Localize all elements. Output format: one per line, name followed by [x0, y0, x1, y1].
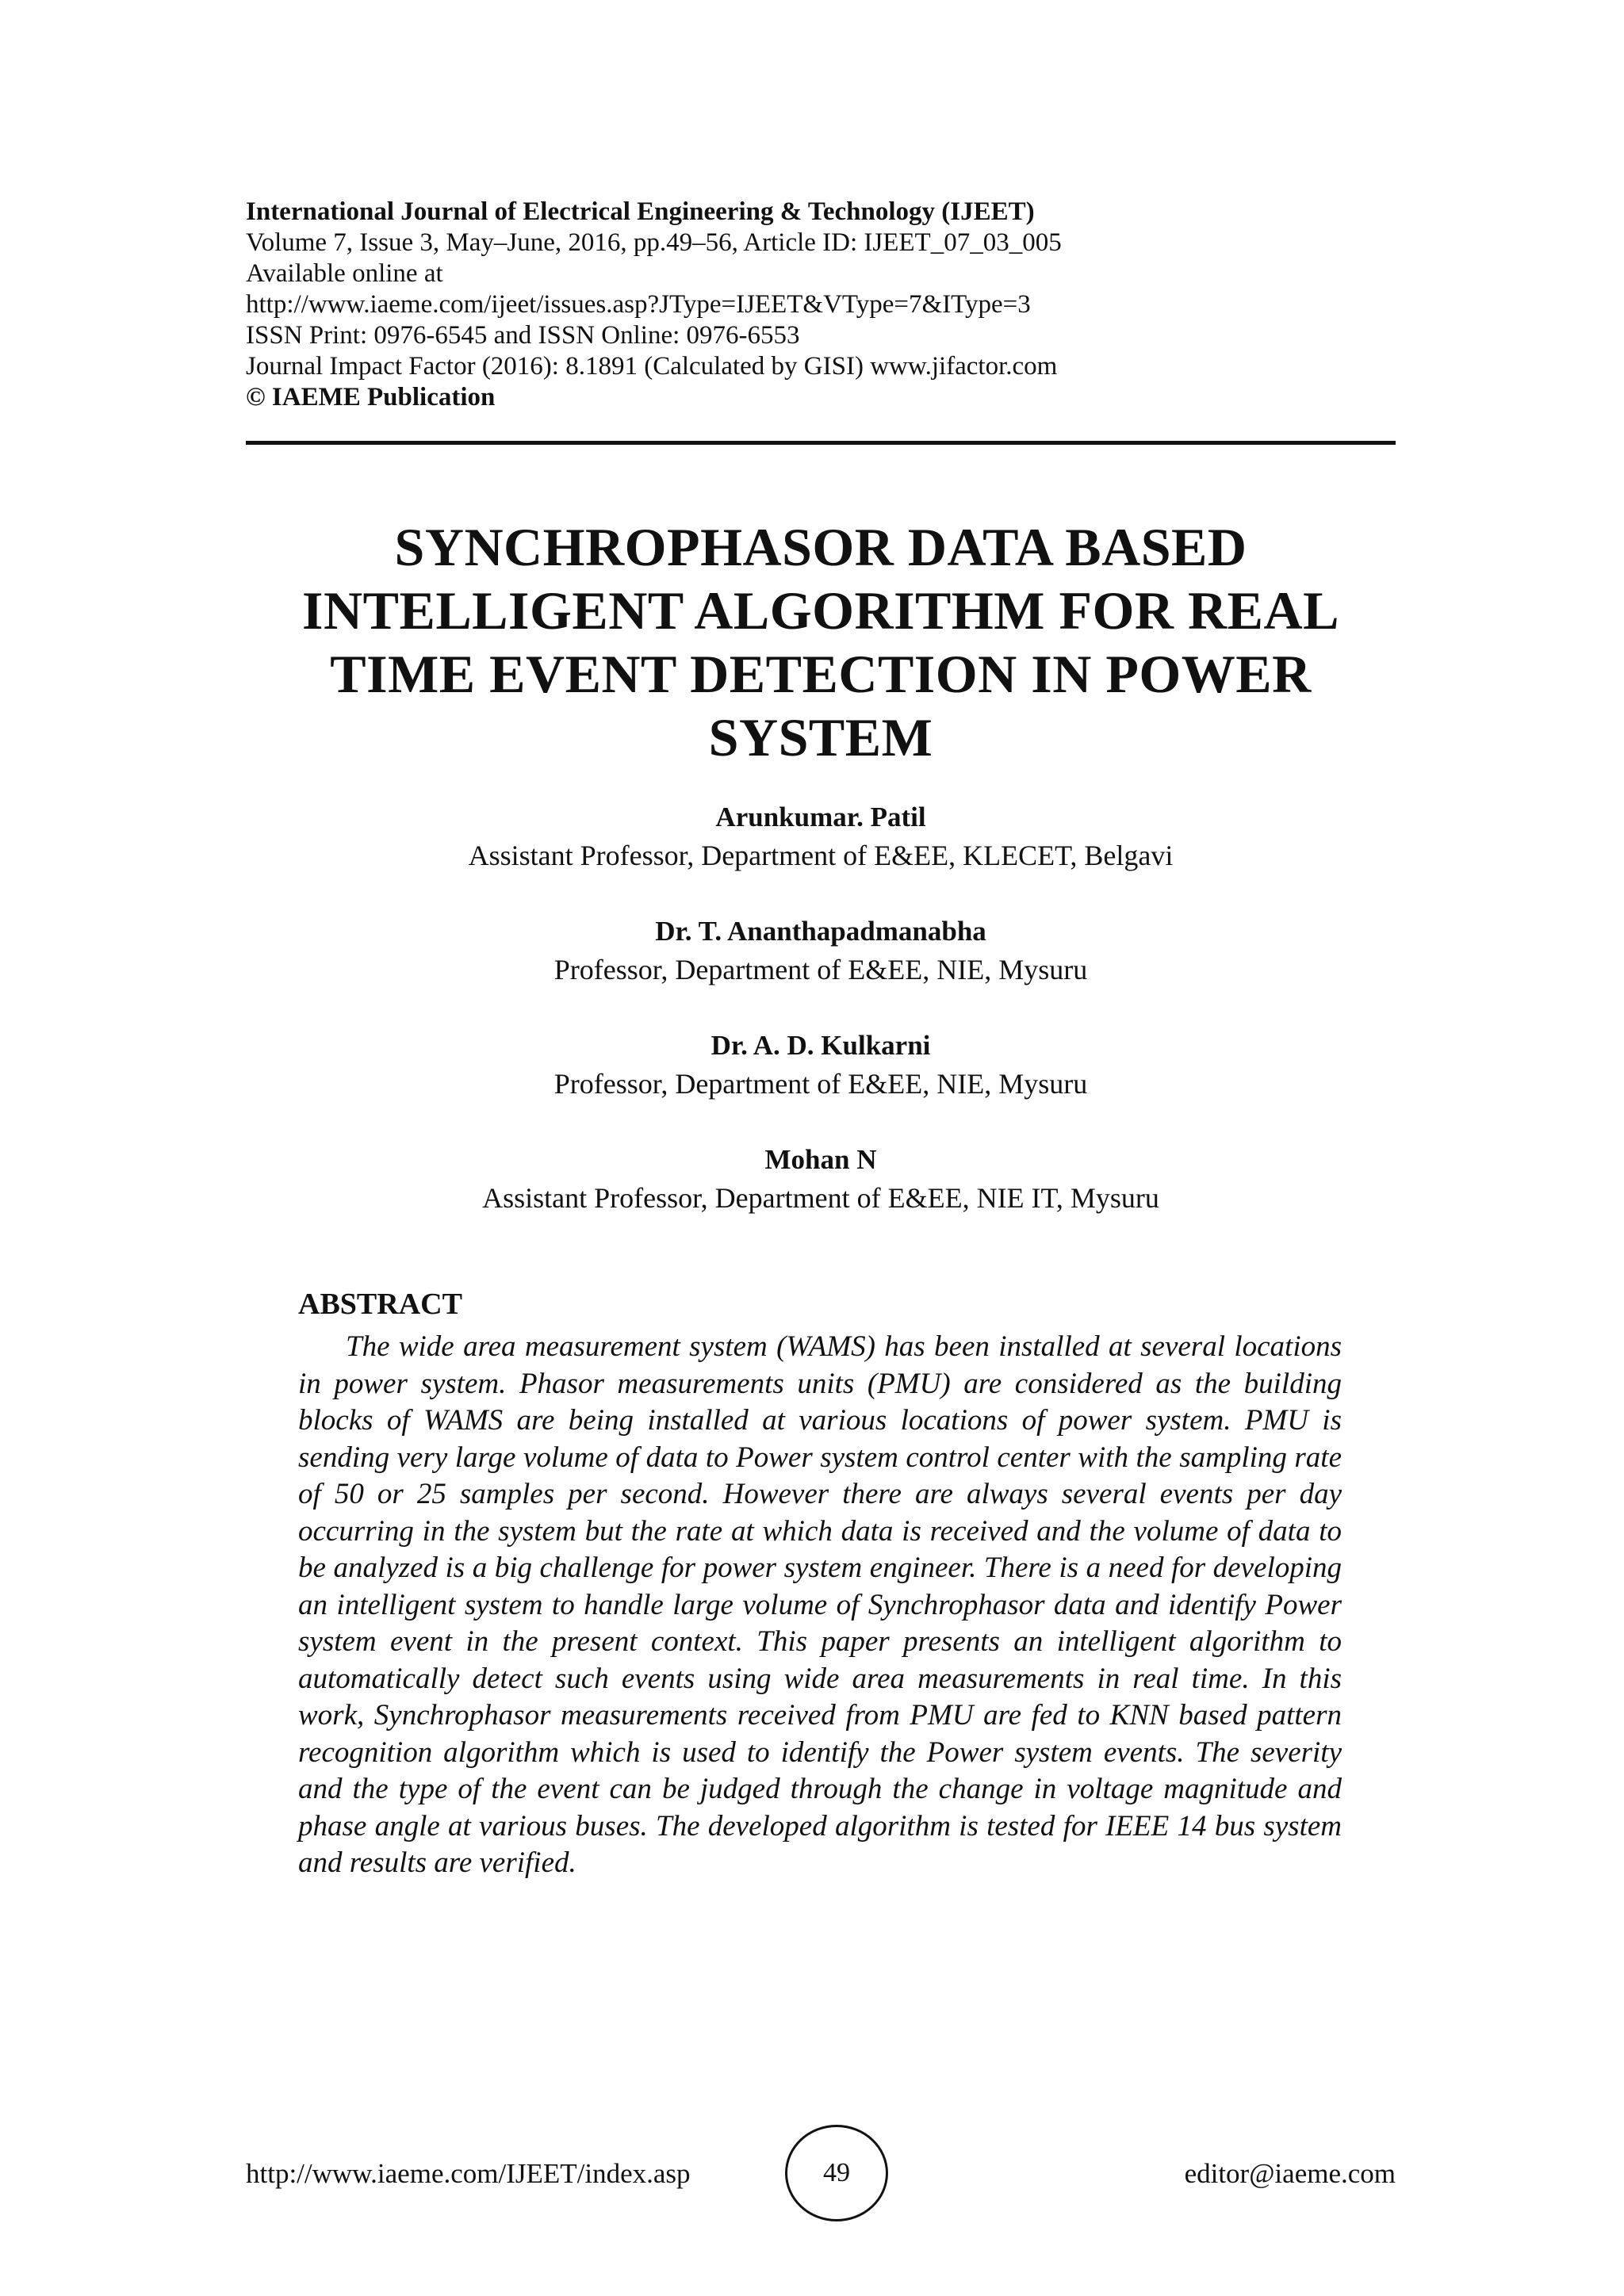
title-line: SYNCHROPHASOR DATA BASED [394, 517, 1247, 577]
author-name: Arunkumar. Patil [715, 802, 926, 832]
author-affiliation: Assistant Professor, Department of E&EE, NIE IT, Mysuru [482, 1182, 1159, 1214]
issn-line: ISSN Print: 0976-6545 and ISSN Online: 0976-6553 [246, 321, 800, 350]
page-footer [246, 2125, 1396, 2228]
title-line: TIME EVENT DETECTION IN POWER [330, 644, 1312, 704]
author-name: Dr. A. D. Kulkarni [710, 1030, 931, 1061]
abstract-heading: ABSTRACT [298, 1288, 462, 1321]
paper-title [246, 515, 1396, 769]
available-online-label: Available online at [246, 259, 443, 288]
author-block [246, 913, 1396, 989]
footer-email-link[interactable]: editor@iaeme.com [1184, 2158, 1396, 2189]
issue-url: http://www.iaeme.com/ijeet/issues.asp?JType=IJEET&VType=7&IType=3 [246, 290, 1031, 319]
author-block [246, 1142, 1396, 1218]
author-affiliation: Assistant Professor, Department of E&EE, KLECET, Belgavi [468, 840, 1174, 871]
journal-header [246, 197, 1396, 413]
footer-url-link[interactable]: http://www.iaeme.com/IJEET/index.asp [246, 2158, 691, 2189]
title-line: INTELLIGENT ALGORITHM FOR REAL [302, 580, 1339, 641]
journal-title: International Journal of Electrical Engineering & Technology (IJEET) [246, 197, 1035, 226]
page-number-badge: 49 [785, 2125, 888, 2221]
abstract-body: The wide area measurement system (WAMS) has been installed at several locations in power system. Phasor measurements units (PMU) are considered as the building blocks of WAMS are being installed at various locations of power system. PMU is sending very large volume of data to Power system control center with the sampling rate of 50 or 25 samples per second. However there are always several events per day occurring in the system but the rate at which data is received and the volume of data to be analyzed is a big challenge for power system engineer. There is a need for developing an intelligent system to handle large volume of Synchrophasor data and identify Power system event in the present context. This paper presents an intelligent algorithm to automatically detect such events using wide area measurements in real time. In this work, Synchrophasor measurements received from PMU are fed to KNN based pattern recognition algorithm which is used to identify the Power system events. The severity and the type of the event can be judged through the change in voltage magnitude and phase angle at various buses. The developed algorithm is tested for IEEE 14 bus system and results are verified. [298, 1330, 1342, 1879]
author-name: Mohan N [764, 1144, 877, 1175]
impact-factor-line: Journal Impact Factor (2016): 8.1891 (Calculated by GISI) www.jifactor.com [246, 352, 1058, 381]
author-block [246, 1027, 1396, 1104]
title-line: SYSTEM [708, 707, 933, 767]
author-affiliation: Professor, Department of E&EE, NIE, Mysuru [553, 954, 1088, 985]
author-name: Dr. T. Ananthapadmanabha [655, 916, 986, 947]
author-block [246, 799, 1396, 875]
author-list [246, 799, 1396, 1256]
author-affiliation: Professor, Department of E&EE, NIE, Mysuru [553, 1068, 1088, 1100]
header-divider [246, 441, 1396, 445]
copyright-line: © IAEME Publication [246, 383, 496, 411]
volume-line: Volume 7, Issue 3, May–June, 2016, pp.49–56, Article ID: IJEET_07_03_005 [246, 228, 1062, 257]
